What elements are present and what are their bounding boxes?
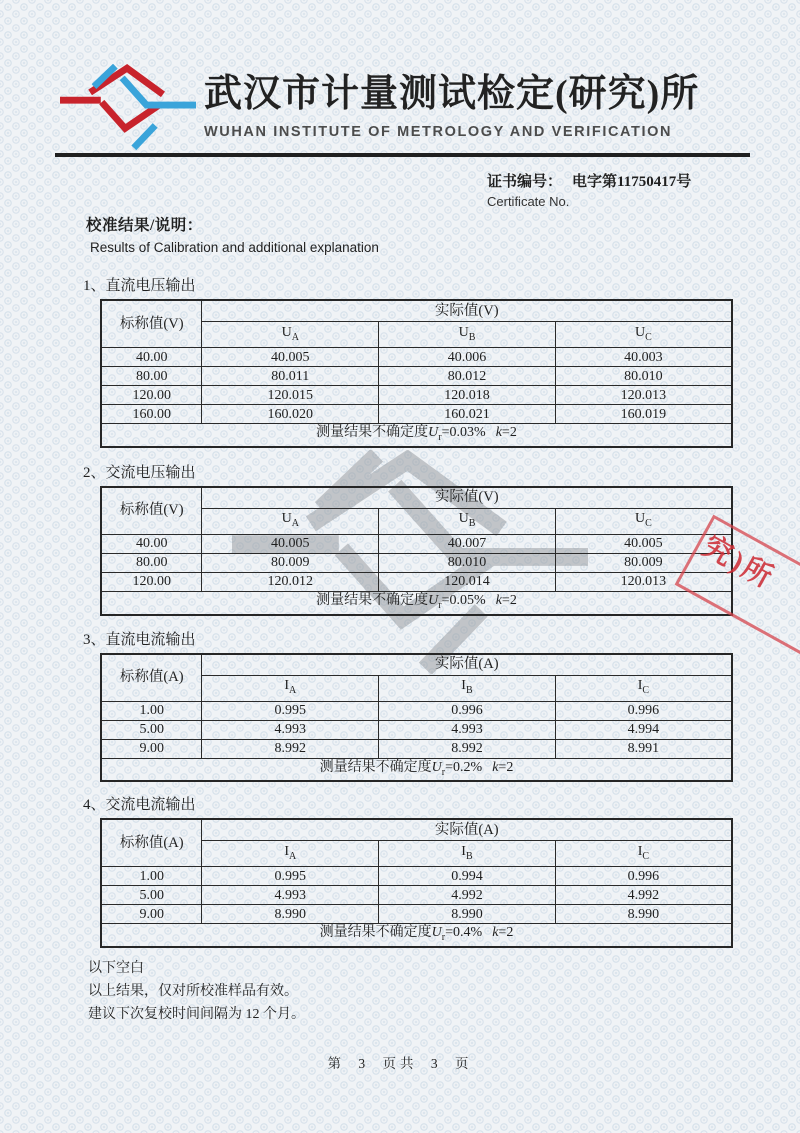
- certificate-number-label: 证书编号：: [487, 174, 563, 190]
- column-header: $U_A$: [202, 508, 379, 534]
- coverage-factor-symbol: k: [492, 925, 499, 941]
- coverage-factor: [492, 760, 513, 775]
- uncertainty-row: [101, 424, 732, 447]
- results-heading-en: Results of Calibration and additional explanation: [90, 240, 379, 255]
- page-number: 第 3 页共 3 页: [327, 1056, 473, 1071]
- table-cell: 120.014: [379, 572, 556, 591]
- table-cell: 4.992: [555, 886, 732, 905]
- table-cell: 0.996: [379, 701, 556, 720]
- table-row: [101, 534, 732, 553]
- table-cell: 80.00: [101, 553, 202, 572]
- table-cell: 40.007: [379, 534, 556, 553]
- column-header: $I_C$: [555, 675, 732, 701]
- table-cell: 8.990: [202, 905, 379, 924]
- calibration-table: [100, 818, 733, 948]
- table-cell: 80.009: [202, 553, 379, 572]
- coverage-factor-symbol: k: [492, 759, 499, 775]
- table-cell: 120.015: [202, 386, 379, 405]
- table-row: [101, 348, 732, 367]
- coverage-factor-value: =2: [501, 592, 517, 608]
- certificate-number-label-en: Certificate No.: [487, 194, 570, 209]
- coverage-factor: [492, 925, 513, 940]
- uncertainty-symbol: U: [428, 592, 439, 608]
- table-row: [101, 886, 732, 905]
- official-stamp-text: 究)所: [697, 530, 780, 596]
- header: [204, 66, 752, 140]
- table-cell: 0.995: [202, 867, 379, 886]
- table-cell: 40.00: [101, 534, 202, 553]
- table-cell: 80.011: [202, 367, 379, 386]
- table-cell: 160.020: [202, 405, 379, 424]
- uncertainty-symbol-sub: r: [438, 599, 442, 611]
- table-cell: 40.00: [101, 348, 202, 367]
- uncertainty-text: [316, 592, 517, 611]
- results-heading: [86, 213, 379, 255]
- uncertainty-cell: [101, 591, 732, 614]
- table-cell: 80.012: [379, 367, 556, 386]
- uncertainty-prefix: 测量结果不确定度: [319, 925, 432, 941]
- table-cell: 8.992: [202, 739, 379, 758]
- uncertainty-value: =0.03%: [441, 425, 486, 440]
- uncertainty-symbol-sub: r: [438, 431, 442, 443]
- tables-region: [83, 276, 733, 1026]
- table-section: [83, 276, 733, 448]
- table-row: [101, 405, 732, 424]
- table-cell: 80.010: [379, 553, 556, 572]
- column-header: $I_B$: [379, 675, 556, 701]
- column-header: $I_B$: [379, 841, 556, 867]
- uncertainty-prefix: 测量结果不确定度: [319, 759, 432, 775]
- uncertainty-row: [101, 924, 732, 947]
- column-header: $I_A$: [202, 841, 379, 867]
- column-header: $U_A$: [202, 322, 379, 348]
- calibration-table: [100, 299, 733, 448]
- coverage-factor-value: =2: [498, 759, 514, 775]
- uncertainty-value: =0.05%: [441, 592, 486, 608]
- note-line: 以上结果，仅对所校准样品有效。: [88, 984, 298, 1000]
- results-heading-cn: 校准结果/说明：: [86, 217, 203, 234]
- actual-value-header: 实际值(A): [202, 819, 732, 841]
- coverage-factor-value: =2: [498, 925, 514, 941]
- closing-notes: [88, 957, 733, 1026]
- table-cell: 4.993: [202, 886, 379, 905]
- section-title-text: 交流电流输出: [105, 797, 196, 814]
- institute-title-cn: 武汉市计量测试检定(研究)所: [204, 73, 700, 115]
- column-header: $U_C$: [555, 322, 732, 348]
- table-cell: 160.019: [555, 405, 732, 424]
- table-cell: 40.005: [202, 534, 379, 553]
- table-row: [101, 720, 732, 739]
- section-number: 3、: [83, 631, 106, 648]
- table-cell: 5.00: [101, 720, 202, 739]
- uncertainty-symbol-sub: r: [441, 766, 446, 778]
- table-cell: 9.00: [101, 739, 202, 758]
- table-cell: 8.991: [555, 739, 732, 758]
- table-row: [101, 367, 732, 386]
- nominal-value-header: 标称值(V): [101, 487, 202, 535]
- table-section: [83, 463, 733, 616]
- column-header: $I_A$: [202, 675, 379, 701]
- section-title-text: 直流电流输出: [105, 631, 196, 648]
- section-number: 2、: [83, 464, 106, 481]
- uncertainty-row: [101, 758, 732, 781]
- uncertainty-cell: [101, 424, 732, 447]
- section-title: [83, 630, 733, 650]
- table-cell: 120.012: [202, 572, 379, 591]
- table-cell: 8.990: [379, 905, 556, 924]
- table-cell: 0.996: [555, 867, 732, 886]
- section-number: 4、: [83, 797, 106, 814]
- section-title: [83, 463, 733, 483]
- coverage-factor: [496, 425, 517, 440]
- table-section: [83, 795, 733, 948]
- table-cell: 160.021: [379, 405, 556, 424]
- table-cell: 0.995: [202, 701, 379, 720]
- institute-title-en: WUHAN INSTITUTE OF METROLOGY AND VERIFICATION: [204, 124, 673, 140]
- table-cell: 120.00: [101, 572, 202, 591]
- coverage-factor: [496, 593, 517, 608]
- table-cell: 1.00: [101, 867, 202, 886]
- table-cell: 120.013: [555, 386, 732, 405]
- table-cell: 80.009: [555, 553, 732, 572]
- certificate-number-line: [487, 170, 691, 191]
- table-cell: 40.005: [555, 534, 732, 553]
- uncertainty-cell: [101, 924, 732, 947]
- table-cell: 120.013: [555, 572, 732, 591]
- uncertainty-symbol: U: [431, 925, 442, 941]
- table-cell: 40.006: [379, 348, 556, 367]
- uncertainty-text: [316, 425, 517, 443]
- column-header: $I_C$: [555, 841, 732, 867]
- nominal-value-header: 标称值(V): [101, 300, 202, 348]
- actual-value-header: 实际值(V): [202, 487, 732, 509]
- note-line: 建议下次复校时间间隔为 12 个月。: [88, 1007, 305, 1023]
- nominal-value-header: 标称值(A): [101, 654, 202, 702]
- table-cell: 0.994: [379, 867, 556, 886]
- column-header: $U_B$: [379, 508, 556, 534]
- section-number: 1、: [83, 278, 106, 294]
- table-cell: 120.018: [379, 386, 556, 405]
- table-row: [101, 867, 732, 886]
- uncertainty-cell: [101, 758, 732, 781]
- table-cell: 80.010: [555, 367, 732, 386]
- nominal-value-header: 标称值(A): [101, 819, 202, 867]
- table-cell: 1.00: [101, 701, 202, 720]
- section-title: [83, 276, 733, 296]
- table-cell: 4.992: [379, 886, 556, 905]
- column-header: $U_B$: [379, 322, 556, 348]
- uncertainty-prefix: 测量结果不确定度: [316, 425, 429, 440]
- section-title-text: 直流电压输出: [105, 278, 196, 294]
- column-header: $U_C$: [555, 508, 732, 534]
- table-row: [101, 739, 732, 758]
- table-row: [101, 572, 732, 591]
- uncertainty-symbol-sub: r: [441, 932, 446, 944]
- uncertainty-value: =0.4%: [445, 925, 483, 941]
- table-cell: 4.993: [379, 720, 556, 739]
- section-title-text: 交流电压输出: [105, 464, 196, 481]
- table-cell: 8.992: [379, 739, 556, 758]
- table-cell: 80.00: [101, 367, 202, 386]
- header-divider: [55, 153, 750, 157]
- table-cell: 9.00: [101, 905, 202, 924]
- coverage-factor-value: =2: [501, 425, 517, 440]
- uncertainty-text: [319, 759, 514, 778]
- actual-value-header: 实际值(V): [202, 300, 732, 322]
- coverage-factor-symbol: k: [495, 425, 502, 440]
- coverage-factor-symbol: k: [495, 592, 502, 608]
- certificate-number-value: 电字第11750417号: [572, 174, 692, 190]
- section-title: [83, 795, 733, 815]
- table-cell: 5.00: [101, 886, 202, 905]
- note-line: 以下空白: [88, 961, 144, 977]
- table-cell: 40.003: [555, 348, 732, 367]
- actual-value-header: 实际值(A): [202, 654, 732, 676]
- table-row: [101, 701, 732, 720]
- uncertainty-text: [319, 925, 514, 944]
- table-row: [101, 905, 732, 924]
- calibration-table: [100, 653, 733, 783]
- institute-logo-icon: [60, 64, 196, 150]
- table-cell: 40.005: [202, 348, 379, 367]
- table-cell: 4.994: [555, 720, 732, 739]
- calibration-table: [100, 486, 733, 616]
- table-cell: 8.990: [555, 905, 732, 924]
- uncertainty-row: [101, 591, 732, 614]
- uncertainty-symbol: U: [428, 425, 439, 440]
- table-cell: 160.00: [101, 405, 202, 424]
- certificate-number-block: [487, 170, 691, 209]
- table-cell: 0.996: [555, 701, 732, 720]
- table-row: [101, 386, 732, 405]
- table-cell: 120.00: [101, 386, 202, 405]
- uncertainty-prefix: 测量结果不确定度: [316, 592, 429, 608]
- table-section: [83, 630, 733, 783]
- uncertainty-value: =0.2%: [445, 759, 483, 775]
- uncertainty-symbol: U: [431, 759, 442, 775]
- table-row: [101, 553, 732, 572]
- table-cell: 4.993: [202, 720, 379, 739]
